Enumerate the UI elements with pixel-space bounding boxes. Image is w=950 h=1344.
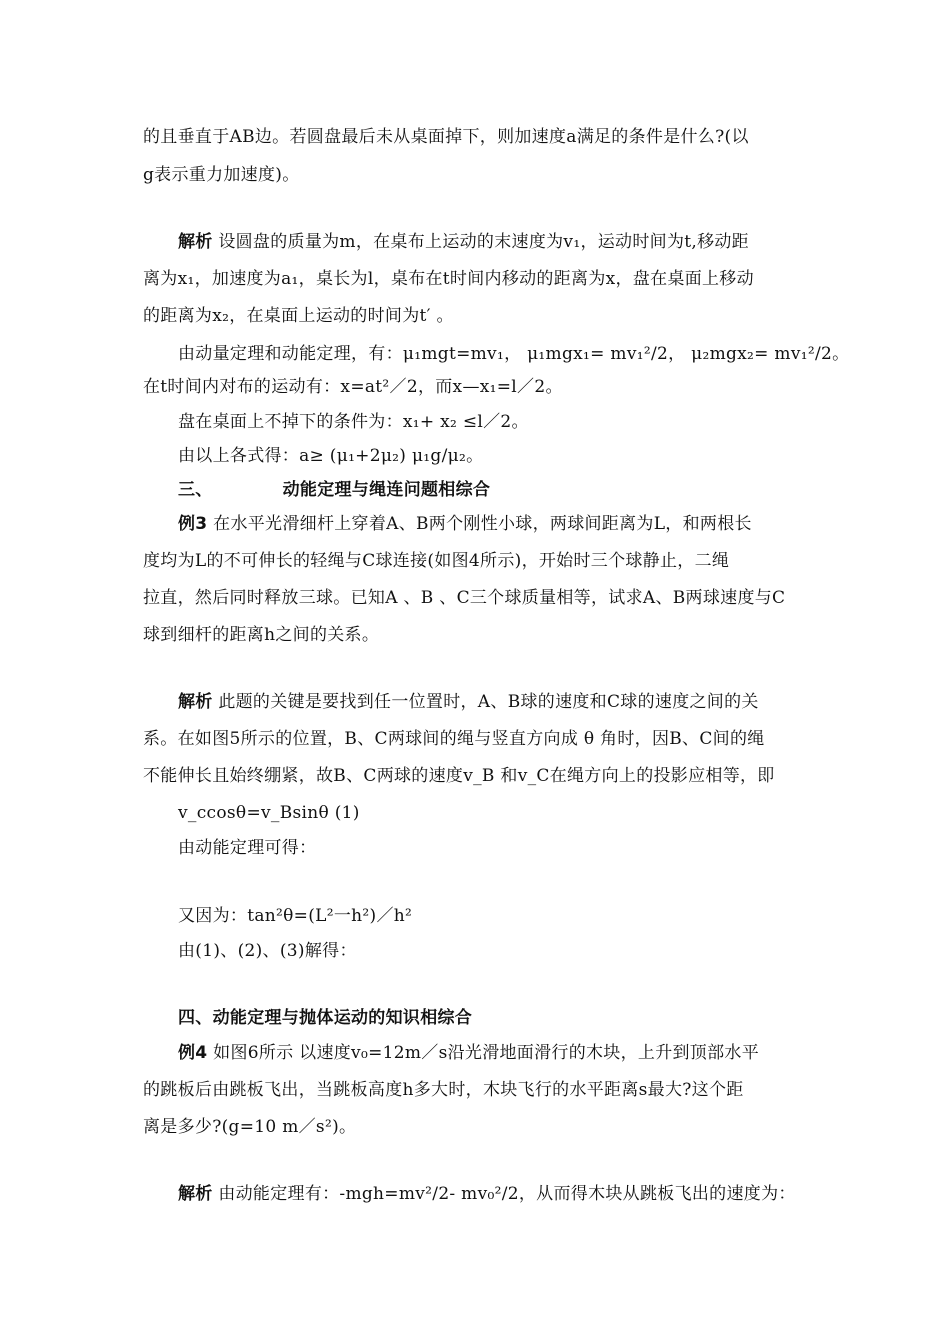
- text-line: 在水平光滑细杆上穿着A、B两个刚性小球，两球间距离为L，和两根长: [207, 514, 752, 534]
- text-line: 离是多少?(g=10 m／s²)。: [143, 1117, 357, 1137]
- text-line: 此题的关键是要找到任一位置时，A、B球的速度和C球的速度之间的关: [212, 692, 759, 712]
- equation-line: 盘在桌面上不掉下的条件为：x₁+ x₂ ≤l／2。: [178, 412, 529, 432]
- text-line: 的跳板后由跳板飞出，当跳板高度h多大时，木块飞行的水平距离s最大?这个距: [143, 1080, 744, 1100]
- equation-line: 在t时间内对布的运动有：x=at²／2，而x—x₁=l／2。: [143, 377, 563, 397]
- equation-line: 又因为：tan²θ=(L²一h²)／h²: [178, 906, 413, 926]
- text-line: 拉直，然后同时释放三球。已知A 、B 、C三个球质量相等，试求A、B两球速度与C: [143, 588, 786, 608]
- section-title: 动能定理与绳连问题相综合: [282, 480, 491, 500]
- section-heading-3: [178, 477, 848, 503]
- equation-line: 由动量定理和动能定理，有：μ₁mgt=mv₁， μ₁mgx₁= mv₁²/2， μ₂mgx₂= mv₁²/2。: [178, 344, 850, 364]
- text-line: 的距离为x₂，在桌面上运动的时间为t′ 。: [143, 306, 454, 326]
- text-line: 如图6所示 以速度v₀=12m／s沿光滑地面滑行的木块，上升到顶部水平: [207, 1043, 759, 1063]
- text-line: 由动能定理有：-mgh=mv²/2- mv₀²/2，从而得木块从跳板飞出的速度为：: [212, 1184, 796, 1204]
- analysis-label: 解析: [178, 1184, 213, 1204]
- analysis-label: 解析: [178, 232, 213, 252]
- text-line: 不能伸长且始终绷紧，故B、C两球的速度v_B 和v_C在绳方向上的投影应相等，即: [143, 766, 775, 786]
- analysis-paragraph-3: [178, 689, 848, 715]
- text-line: 球到细杆的距离h之间的关系。: [143, 625, 380, 645]
- text-line: 的且垂直于AB边。若圆盘最后未从桌面掉下，则加速度a满足的条件是什么?(以: [143, 127, 749, 147]
- equation-line: 由以上各式得：a≥ (μ₁+2μ₂) μ₁g/μ₂。: [178, 446, 484, 466]
- example-4-paragraph: [178, 1040, 848, 1066]
- analysis-label: 解析: [178, 692, 213, 712]
- text-line: g表示重力加速度)。: [143, 165, 300, 185]
- analysis-paragraph-4: [178, 1181, 848, 1207]
- section-heading-4: 四、动能定理与抛体运动的知识相综合: [178, 1008, 473, 1028]
- text-line: 度均为L的不可伸长的轻绳与C球连接(如图4所示)，开始时三个球静止，二绳: [143, 551, 730, 571]
- text-line: 由(1)、(2)、(3)解得：: [178, 941, 357, 961]
- section-number: 三、: [178, 480, 213, 500]
- text-line: 由动能定理可得：: [178, 838, 317, 858]
- text-line: 离为x₁，加速度为a₁，桌长为l，桌布在t时间内移动的距离为x，盘在桌面上移动: [143, 269, 754, 289]
- equation-line: v_ccosθ=v_Bsinθ (1): [178, 803, 360, 823]
- analysis-paragraph-1: [178, 229, 848, 255]
- text-line: 设圆盘的质量为m，在桌布上运动的末速度为v₁，运动时间为t,移动距: [212, 232, 749, 252]
- example-label: 例4: [178, 1043, 208, 1063]
- example-label: 例3: [178, 514, 208, 534]
- text-line: 系。在如图5所示的位置，B、C两球间的绳与竖直方向成 θ 角时，因B、C间的绳: [143, 729, 765, 749]
- example-3-paragraph: [178, 511, 848, 537]
